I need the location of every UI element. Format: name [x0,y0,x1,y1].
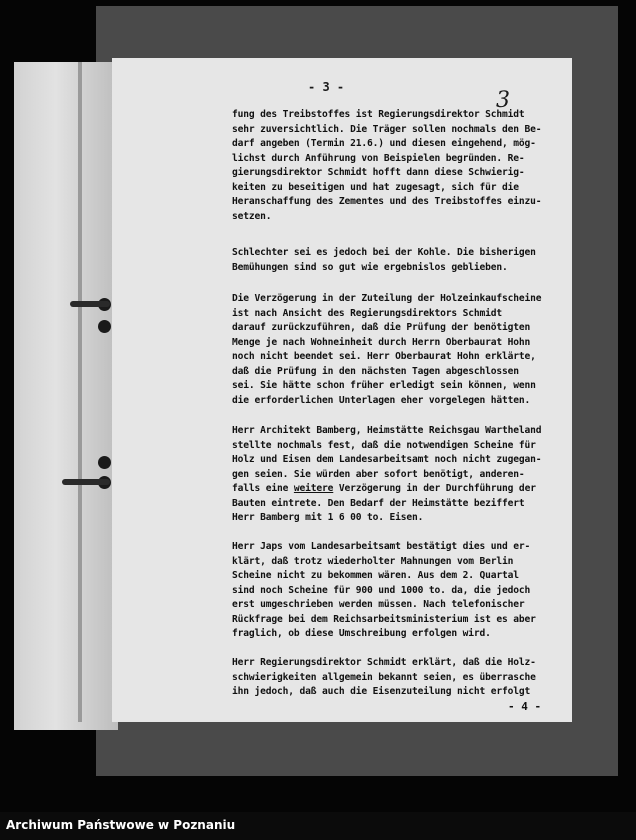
text-line: gen seien. Sie würden aber sofort benötigt, anderen- [232,468,525,480]
text-line: ihn jedoch, daß auch die Eisenzuteilung nicht erfolgt [232,686,531,697]
text-line: sei. Sie hätte schon früher erledigt sein können, wenn [232,380,536,391]
binder-hole [98,320,111,333]
text-line: setzen. [232,210,272,222]
paragraph-4 [232,424,570,526]
paragraph-1 [232,108,570,224]
paragraph-5 [232,540,570,642]
text-line: Schlechter sei es jedoch bei der Kohle. Die bisherigen [232,247,536,258]
underlined-word: weitere [293,483,334,494]
handwritten-page-number: 3 [496,88,510,113]
text-line: Bauten eintrete. Den Bedarf der Heimstätte beziffert [232,497,525,509]
text-line: fraglich, ob diese Umschreibung erfolgen wird. [232,628,491,639]
text-line: lichst durch Anführung von Beispielen begründen. Re- [232,152,525,164]
text-line: erst umgeschrieben werden müssen. Nach telefonischer [232,599,525,610]
stub-fold-line [78,62,82,722]
page-number: - 3 - [308,80,345,94]
text-line: daß die Prüfung in den nächsten Tagen abgeschlossen [232,365,519,377]
text-line: Menge je nach Wohneinheit durch Herrn Oberbaurat Hohn [232,336,531,348]
text-line: sind noch Scheine für 900 und 1000 to. da, die jedoch [232,584,531,596]
archive-footer-bar [0,812,636,840]
binder-hole [98,456,111,469]
archive-label: Archiwum Państwowe w Poznaniu [6,818,236,832]
text-line: keiten zu beseitigen und hat zugesagt, sich für die [232,181,519,193]
text-line: Bemühungen sind so gut wie ergebnislos geblieben. [232,261,508,273]
text-line: stellte nochmals fest, daß die notwendigen Scheine für [232,439,536,451]
text-line: Rückfrage bei dem Reichsarbeitsministerium ist es aber [232,613,536,625]
text-line: ist nach Ansicht des Regierungsdirektors Schmidt [232,307,503,319]
text-line: Holz und Eisen dem Landesarbeitsamt noch nicht zugegan- [232,454,542,465]
paragraph-6 [232,656,570,700]
text-line: klärt, daß trotz wiederholter Mahnungen vom Berlin [232,555,514,567]
text-line [232,482,570,497]
text-line: Herr Japs vom Landesarbeitsamt bestätigt dies und er- [232,541,531,552]
text-line: Herr Architekt Bamberg, Heimstätte Reichsgau Wartheland [232,425,542,436]
paragraph-2 [232,246,570,275]
text-line: gierungsdirektor Schmidt hofft dann diese Schwierig- [232,167,525,178]
text-segment: falls eine [232,483,294,494]
text-line: Herr Bamberg mit 1 6 00 to. Eisen. [232,512,424,523]
text-line: Die Verzögerung in der Zuteilung der Holzeinkaufscheine [232,293,542,304]
text-line: darf angeben (Termin 21.6.) und diesen eingehend, mög- [232,138,536,149]
text-line: Heranschaffung des Zementes und des Treibstoffes einzu- [232,196,542,207]
text-line: sehr zuversichtlich. Die Träger sollen nochmals den Be- [232,123,542,135]
binder-ring [62,479,110,485]
binder-ring [70,301,110,307]
text-line: schwierigkeiten allgemein bekannt seien, es überrasche [232,671,536,683]
text-line: fung des Treibstoffes ist Regierungsdirektor Schmidt [232,109,525,120]
text-line: darauf zurückzuführen, daß die Prüfung der benötigten [232,322,531,333]
text-line: noch nicht beendet sei. Herr Oberbaurat Hohn erklärte, [232,351,536,362]
text-line: Herr Regierungsdirektor Schmidt erklärt, daß die Holz- [232,657,536,668]
text-line: die erforderlichen Unterlagen eher vorgelegen hätten. [232,394,531,406]
text-segment: Verzögerung in der Durchführung der [333,483,536,494]
continuation-page-marker: - 4 - [508,700,542,713]
text-line: Scheine nicht zu bekommen wären. Aus dem 2. Quartal [232,570,519,581]
paragraph-3 [232,292,570,408]
folded-page-stub [14,62,118,730]
